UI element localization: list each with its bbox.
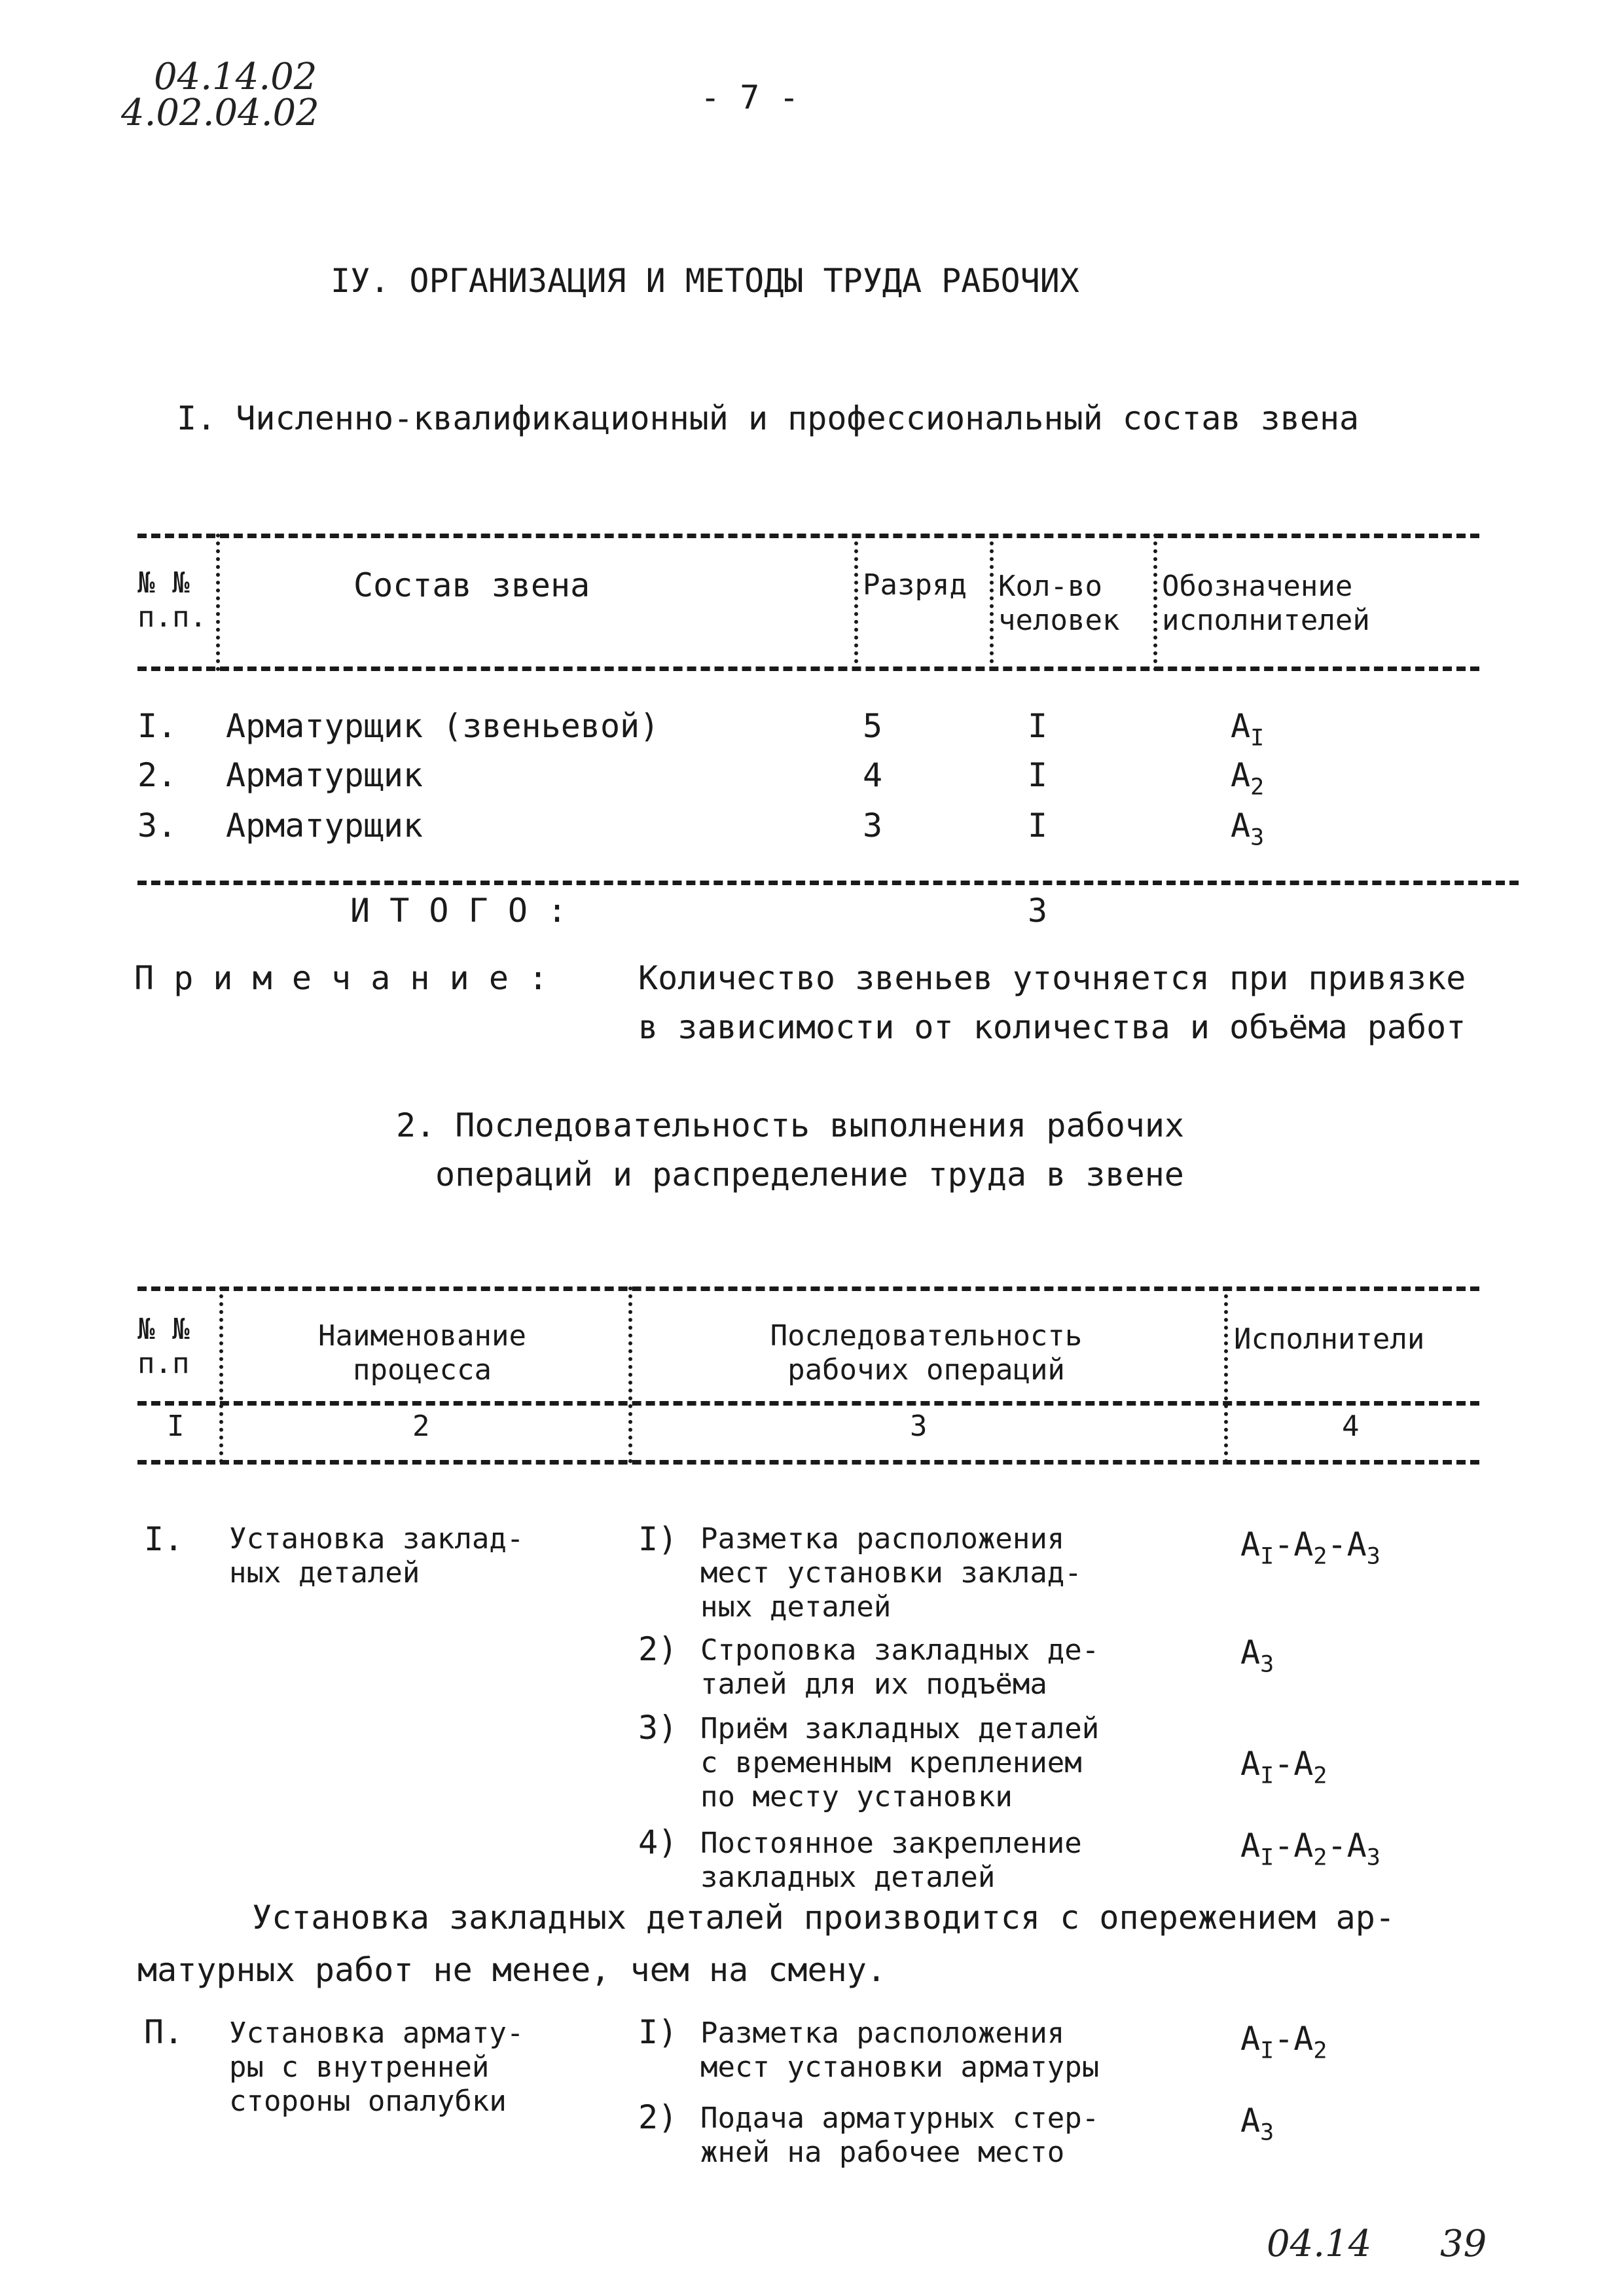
- op-number: 3): [638, 1709, 678, 1747]
- table2-header-performers: Исполнители: [1234, 1322, 1425, 1356]
- group-process: Установка армату- ры с внутренней стороны опалубки: [229, 2016, 524, 2118]
- op-performers: $A_I-A_2-A_3$: [1240, 1827, 1380, 1871]
- table2-col-number: 4: [1342, 1410, 1360, 1443]
- page-number: - 7 -: [700, 79, 799, 117]
- table1-header-rule: [137, 666, 1479, 671]
- op-performers: $A_I-A_2$: [1240, 1745, 1327, 1789]
- row-designation: $A_2$: [1231, 756, 1265, 801]
- note-line-2: в зависимости от количества и объёма работ: [638, 1008, 1466, 1046]
- table2-header-process: Наименование процесса: [318, 1319, 526, 1387]
- op-number: 2): [638, 1630, 678, 1668]
- table1-total-value: 3: [1028, 892, 1048, 930]
- table2-col-sep: [628, 1286, 632, 1463]
- op-number: I): [638, 1520, 678, 1558]
- row-number: 3.: [137, 807, 177, 845]
- op-number: 2): [638, 2098, 678, 2136]
- footer-code: 04.14: [1267, 2223, 1372, 2265]
- table1-bottom-rule: [137, 881, 1519, 885]
- op-number: 4): [638, 1823, 678, 1861]
- note-label: П р и м е ч а н и е :: [134, 959, 549, 997]
- table1-header-num: № № п.п.: [137, 566, 207, 634]
- subsection-2-title-line-1: 2. Последовательность выполнения рабочих: [396, 1106, 1185, 1144]
- paragraph-line-2: матурных работ не менее, чем на смену.: [137, 1951, 886, 1989]
- group-number: П.: [144, 2013, 184, 2051]
- row-grade: 3: [863, 807, 883, 845]
- table1-col-sep: [990, 534, 994, 671]
- op-text: Подача арматурных стер- жней на рабочее место: [700, 2102, 1100, 2169]
- table1-header-grade: Разряд: [863, 568, 967, 602]
- table2-col-number: 2: [412, 1410, 430, 1443]
- op-text: Строповка закладных де- талей для их подъёма: [700, 1633, 1100, 1701]
- row-count: I: [1028, 756, 1048, 794]
- paragraph-line-1: Установка закладных деталей производится с опережением ар-: [252, 1899, 1395, 1937]
- table1-col-sep: [1153, 534, 1157, 671]
- table2-col-number: 3: [910, 1410, 928, 1443]
- row-number: 2.: [137, 756, 177, 794]
- op-performers: $A_I-A_2-A_3$: [1240, 1525, 1380, 1570]
- group-number: I.: [144, 1520, 184, 1558]
- op-text: Приём закладных деталей с временным креплением по месту установки: [700, 1712, 1100, 1813]
- table2-col-sep: [219, 1286, 223, 1463]
- row-name: Арматурщик (звеньевой): [226, 707, 660, 745]
- row-count: I: [1028, 807, 1048, 845]
- note-line-1: Количество звеньев уточняется при привязке: [638, 959, 1466, 997]
- table1-header-composition: Состав звена: [353, 566, 590, 604]
- group-process: Установка заклад- ных деталей: [229, 1522, 524, 1590]
- row-number: I.: [137, 707, 177, 745]
- table1-header-count: Кол-во человек: [998, 570, 1120, 637]
- op-text: Разметка расположения мест установки арматуры: [700, 2016, 1100, 2084]
- table2-header-num: № № п.п: [137, 1313, 190, 1380]
- op-text: Разметка расположения мест установки заклад- ных деталей: [700, 1522, 1082, 1624]
- table2-header-sequence: Последовательность рабочих операций: [770, 1319, 1083, 1387]
- table2-col-number: I: [167, 1410, 185, 1443]
- row-name: Арматурщик: [226, 807, 424, 845]
- op-performers: $A_3$: [1240, 2102, 1274, 2146]
- table2-col-sep: [1224, 1286, 1228, 1463]
- table1-col-sep: [216, 534, 220, 671]
- op-number: I): [638, 2013, 678, 2051]
- table1-top-rule: [137, 534, 1479, 538]
- stamp-code-1: 04.14.02: [154, 56, 317, 98]
- table1-total-label: И Т О Г О :: [350, 892, 568, 930]
- table2-header-rule: [137, 1401, 1479, 1406]
- op-performers: $A_3$: [1240, 1633, 1274, 1678]
- row-name: Арматурщик: [226, 756, 424, 794]
- subsection-1-title: I. Численно-квалификационный и профессиональный состав звена: [177, 399, 1360, 437]
- row-grade: 5: [863, 707, 883, 745]
- table2-top-rule: [137, 1286, 1479, 1291]
- stamp-code-2: 4.02.04.02: [121, 92, 319, 134]
- subsection-2-title-line-2: операций и распределение труда в звене: [435, 1156, 1184, 1194]
- footer-page-number: 39: [1440, 2223, 1487, 2265]
- op-text: Постоянное закрепление закладных деталей: [700, 1827, 1082, 1894]
- row-grade: 4: [863, 756, 883, 794]
- row-designation: $A_I$: [1231, 707, 1265, 752]
- row-count: I: [1028, 707, 1048, 745]
- table2-colnum-rule: [137, 1460, 1479, 1465]
- section-title: IУ. ОРГАНИЗАЦИЯ И МЕТОДЫ ТРУДА РАБОЧИХ: [331, 262, 1079, 300]
- row-designation: $A_3$: [1231, 807, 1265, 851]
- op-performers: $A_I-A_2$: [1240, 2020, 1327, 2064]
- table1-col-sep: [854, 534, 858, 671]
- table1-header-designation: Обозначение исполнителей: [1162, 570, 1370, 637]
